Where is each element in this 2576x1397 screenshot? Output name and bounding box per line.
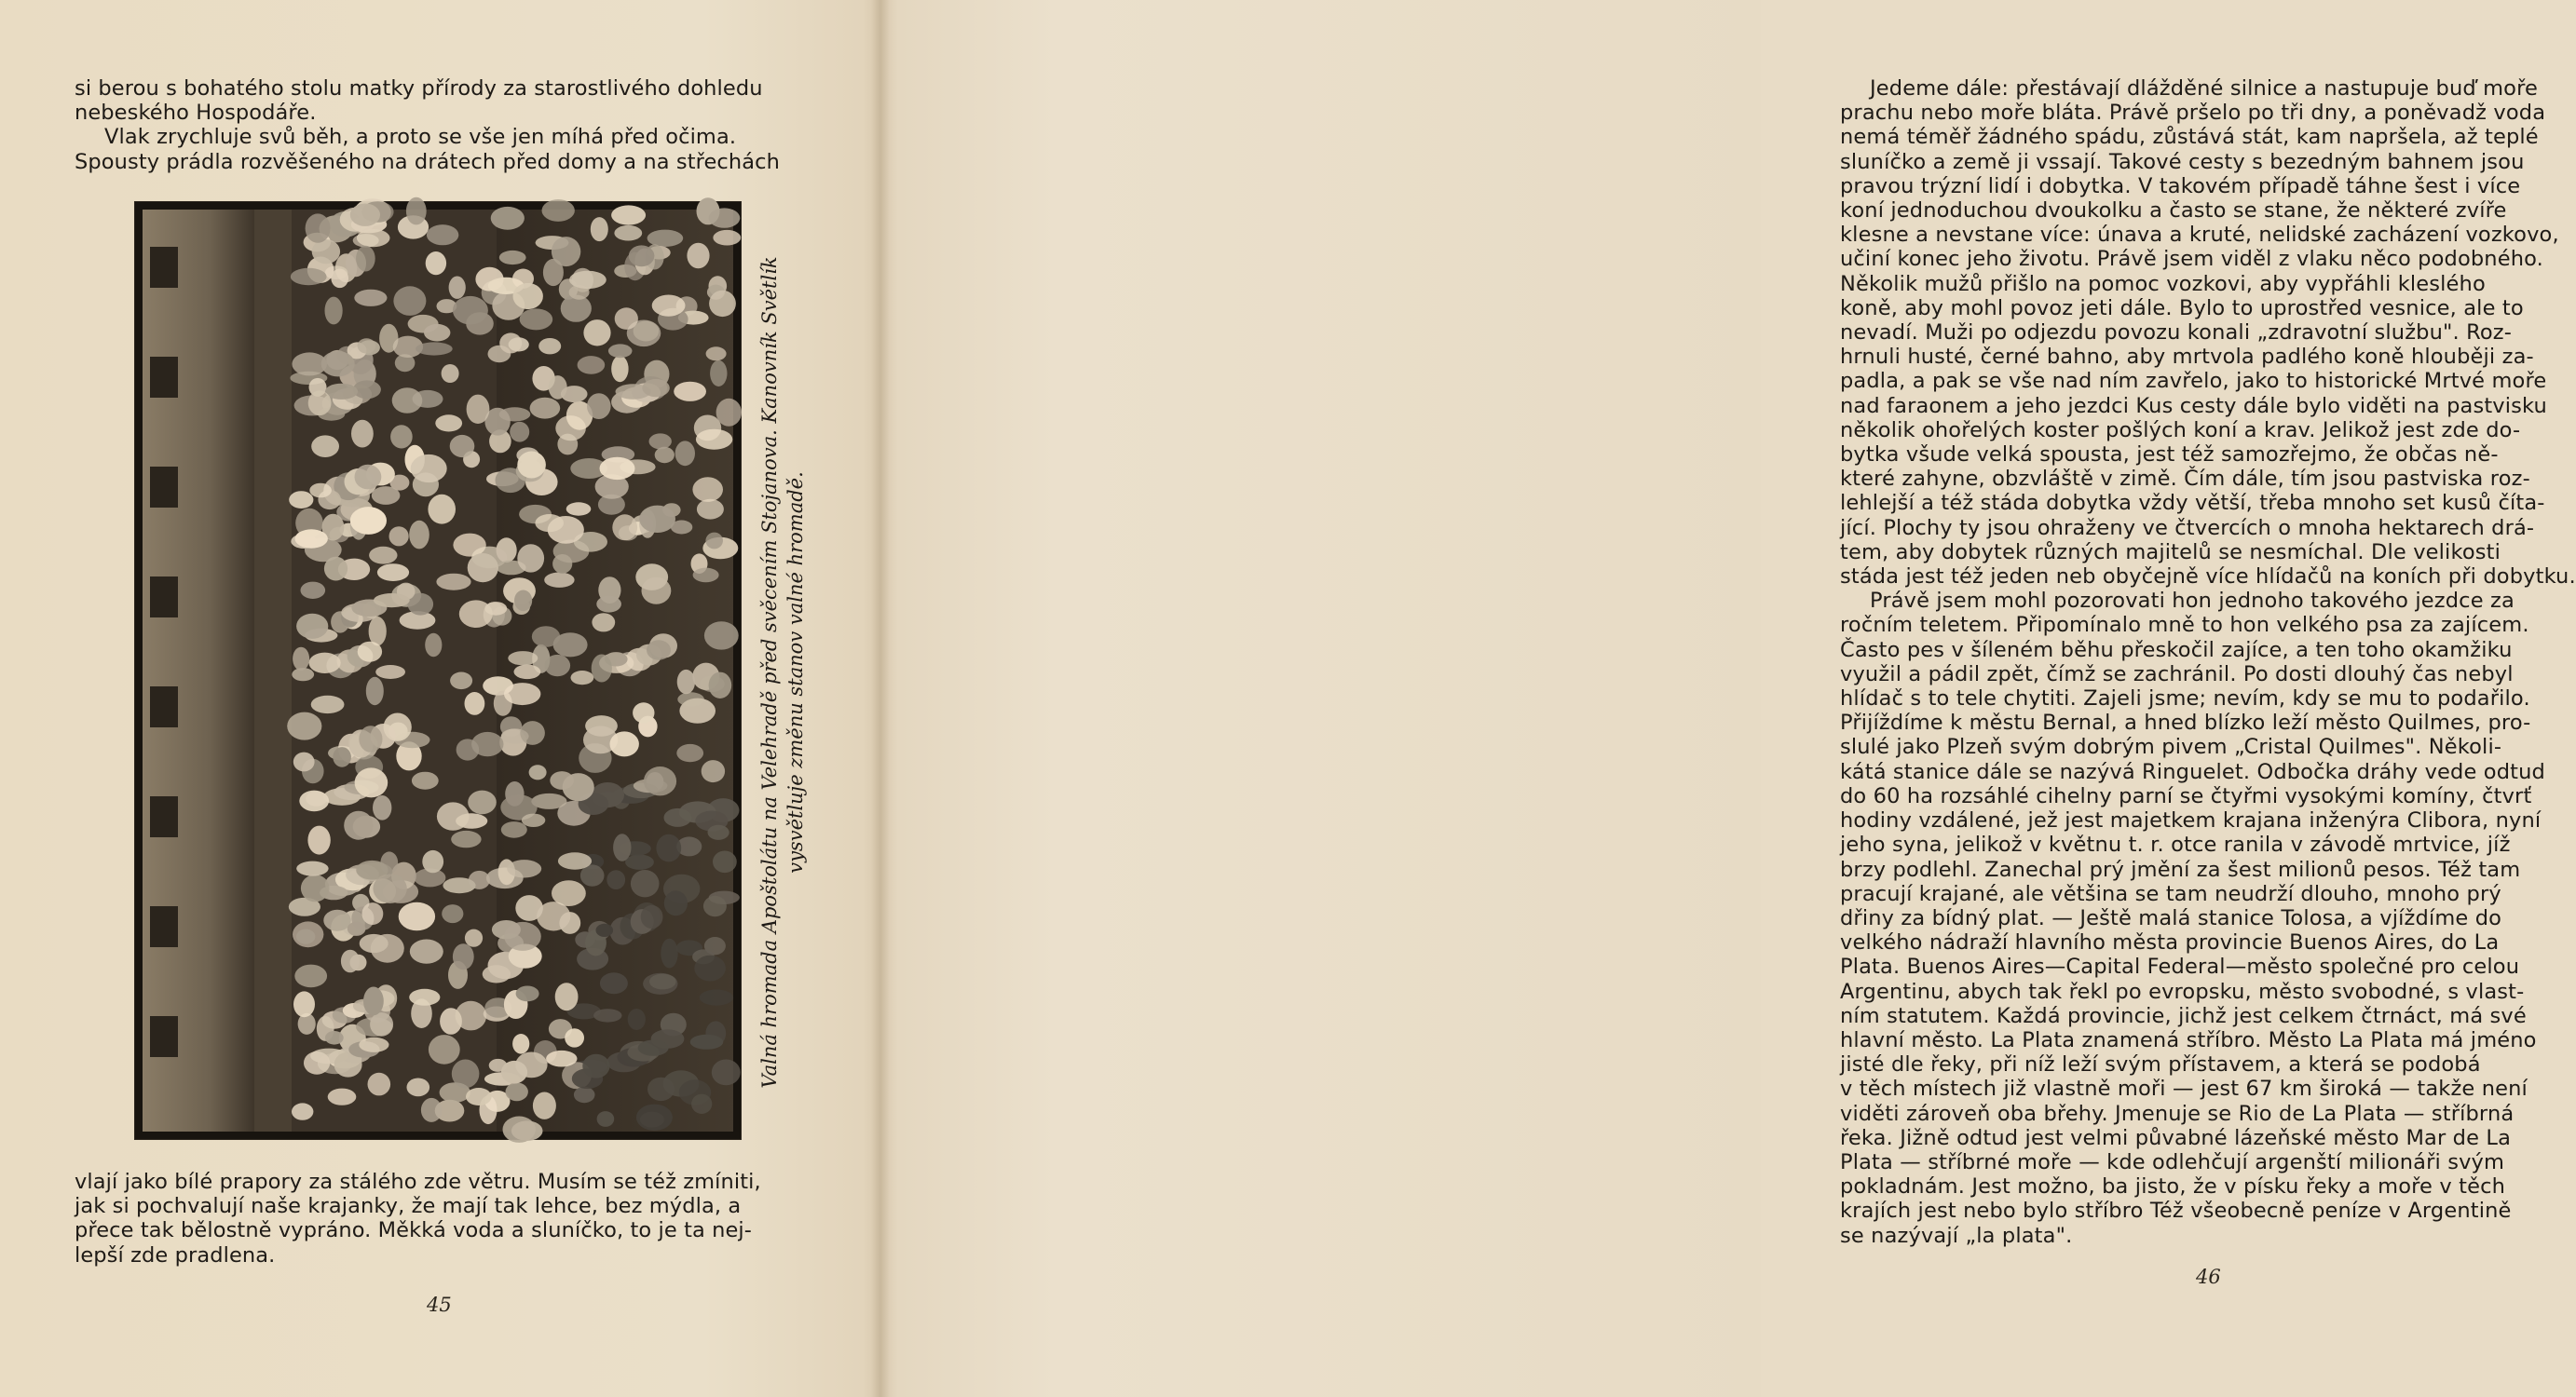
text-line: bytka všude velká spousta, jest též samozřejmo, že občas ně- bbox=[1840, 442, 2499, 468]
text-line: Vlak zrychluje svů běh, a proto se vše jen míhá před očima. bbox=[104, 125, 737, 150]
text-line: hodiny vzdálené, jež jest majetkem krajana inženýra Clibora, nyní bbox=[1840, 808, 2542, 834]
text-line: Často pes v šíleném běhu přeskočil zajíce, a ten toho okamžiku bbox=[1840, 637, 2513, 662]
text-line: které zahyne, obzvláště v zimě. Čím dále, tím jsou pastviska roz- bbox=[1840, 467, 2530, 492]
text-line: využil a pádil zpět, čímž se zachránil. Po dosti dlouhý čas nebyl bbox=[1840, 661, 2514, 686]
text-line: krajích jest nebo bylo stříbro Též všeobecně peníze v Argentině bbox=[1840, 1199, 2512, 1224]
text-line: pokladnám. Jest možno, ba jisto, že v písku řeky a moře v těch bbox=[1840, 1174, 2506, 1200]
text-line: nad faraonem a jeho jezdci Kus cesty dále bylo viděti na pastvisku bbox=[1840, 393, 2547, 418]
caption-line: vysvětluje změnu stanov valné hromadě. bbox=[784, 471, 807, 874]
text-line: jak si pochvalují naše krajanky, že mají tak lehce, bez mýdla, a bbox=[75, 1194, 742, 1219]
text-line: klesne a nevstane více: únava a kruté, nelidské zacházení vozkovo, bbox=[1840, 223, 2559, 248]
crowd-photograph bbox=[135, 202, 741, 1139]
text-line: lehlejší a též stáda dobytka vždy větší, třeba mnoho set kusů číta- bbox=[1840, 491, 2545, 516]
text-line: ním statutem. Každá provincie, jichž jest celkem čtrnáct, má své bbox=[1840, 1003, 2527, 1028]
text-line: Jedeme dále: přestávají dlážděné silnice a nastupuje buď moře bbox=[1870, 76, 2538, 101]
text-line: padla, a pak se vše nad ním zavřelo, jako to historické Mrtvé moře bbox=[1840, 369, 2547, 394]
photo-image bbox=[143, 210, 733, 1132]
text-line: slulé jako Plzeň svým dobrým pivem „Cristal Quilmes". Několi- bbox=[1840, 735, 2502, 760]
text-line: tem, aby dobytek různých majitelů se nesmíchal. Dle velikosti bbox=[1840, 539, 2501, 564]
text-line: Plata. Buenos Aires—Capital Federal—město společné pro celou bbox=[1840, 955, 2520, 980]
left-bottom-text bbox=[75, 1170, 811, 1268]
text-line: jisté dle řeky, při níž leží svým přístavem, a která se podobá bbox=[1840, 1052, 2481, 1078]
left-page bbox=[0, 0, 880, 1397]
text-line: viděti zároveň oba břehy. Jmenuje se Rio de La Plata — stříbrná bbox=[1840, 1101, 2515, 1126]
text-line: několik ohořelých koster pošlých koní a krav. Jelikož jest zde do- bbox=[1840, 417, 2521, 442]
text-line: nebeského Hospodáře. bbox=[75, 101, 317, 126]
text-line: Několik mužů přišlo na pomoc vozkovi, aby vypřáhli kleslého bbox=[1840, 271, 2486, 296]
text-line: hlavní město. La Plata znamená stříbro. Město La Plata má jméno bbox=[1840, 1027, 2537, 1052]
text-line: sluníčko a země ji vssají. Takové cesty s bezedným bahnem jsou bbox=[1840, 149, 2525, 174]
text-line: nemá téměř žádného spádu, zůstává stát, kam napršela, až teplé bbox=[1840, 125, 2539, 150]
text-line: koně, aby mohl povoz jeti dále. Bylo to uprostřed vesnice, ale to bbox=[1840, 295, 2524, 320]
page-number-right: 46 bbox=[2196, 1266, 2221, 1288]
text-line: brzy podlehl. Zanechal prý jmění za šest milionů pesos. Též tam bbox=[1840, 857, 2521, 882]
text-line: Spousty prádla rozvěšeného na drátech před domy a na střechách bbox=[75, 149, 780, 174]
text-line: nevadí. Muži po odjezdu povozu konali „zdravotní službu". Roz- bbox=[1840, 320, 2513, 346]
text-line: se nazývají „la plata". bbox=[1840, 1223, 2073, 1248]
text-line: Právě jsem mohl pozorovati hon jednoho takového jezdce za bbox=[1870, 589, 2515, 614]
text-line: ročním teletem. Připomínalo mně to hon velkého psa za zajícem. bbox=[1840, 613, 2529, 638]
text-line: pracují krajané, ale většina se tam neudrží dlouho, mnoho prý bbox=[1840, 881, 2501, 906]
photo-caption bbox=[756, 239, 820, 1105]
page-number-left: 45 bbox=[427, 1294, 452, 1316]
text-line: jeho syna, jelikož v květnu t. r. otce ranila v závodě mrtvice, jíž bbox=[1840, 833, 2511, 858]
text-line: dřiny za bídný plat. — Ještě malá stanice Tolosa, a vjíždíme do bbox=[1840, 905, 2502, 930]
text-line: velkého nádraží hlavního města provincie Buenos Aires, do La bbox=[1840, 930, 2500, 956]
text-line: prachu nebo moře bláta. Právě pršelo po tři dny, a poněvadž voda bbox=[1840, 101, 2546, 126]
text-line: kátá stanice dále se nazývá Ringuelet. Odbočka dráhy vede odtud bbox=[1840, 759, 2545, 784]
right-page bbox=[880, 0, 2576, 1397]
text-line: si berou s bohatého stolu matky přírody za starostlivého dohledu bbox=[75, 76, 763, 101]
text-line: jící. Plochy ty jsou ohraženy ve čtvercích o mnoha hektarech drá- bbox=[1840, 515, 2535, 540]
text-line: hlídač s to tele chytiti. Zajeli jsme; nevím, kdy se mu to podařilo. bbox=[1840, 686, 2530, 712]
text-line: učiní konec jeho životu. Právě jsem viděl z vlaku něco podobného. bbox=[1840, 247, 2543, 272]
right-body-text bbox=[1840, 76, 2576, 1248]
text-line: Argentinu, abych tak řekl po evropsku, město svobodné, s vlast- bbox=[1840, 979, 2525, 1004]
text-line: přece tak bělostně vypráno. Měkká voda a sluníčko, to je ta nej- bbox=[75, 1218, 753, 1243]
text-line: pravou trýzní lidí i dobytka. V takovém případě táhne šest i více bbox=[1840, 173, 2521, 198]
text-line: Přijíždíme k městu Bernal, a hned blízko leží město Quilmes, pro- bbox=[1840, 711, 2531, 736]
text-line: stáda jest též jeden neb obyčejně více hlídačů na koních při dobytku. bbox=[1840, 564, 2576, 590]
text-line: koní jednoduchou dvoukolku a často se stane, že některé zvíře bbox=[1840, 198, 2507, 224]
text-line: hrnuli husté, černé bahno, aby mrtvola padlého koně hlouběji za- bbox=[1840, 345, 2534, 370]
text-line: v těch místech již vlastně moři — jest 67 km široká — takže není bbox=[1840, 1077, 2528, 1102]
text-line: vlají jako bílé prapory za stálého zde větru. Musím se též zmíniti, bbox=[75, 1170, 761, 1194]
left-top-text bbox=[75, 76, 811, 174]
text-line: lepší zde pradlena. bbox=[75, 1242, 276, 1268]
text-line: do 60 ha rozsáhlé cihelny parní se čtyřmi vysokými komíny, čtvrť bbox=[1840, 783, 2532, 808]
caption-line: Valná hromada Apoštolátu na Velehradě před svěcením Stojanova. Kanovník Světlík bbox=[758, 256, 781, 1089]
text-line: řeka. Jižně odtud jest velmi půvabné lázeňské město Mar de La bbox=[1840, 1125, 2512, 1150]
text-line: Plata — stříbrné moře — kde odlehčují argenští milionáři svým bbox=[1840, 1149, 2505, 1174]
